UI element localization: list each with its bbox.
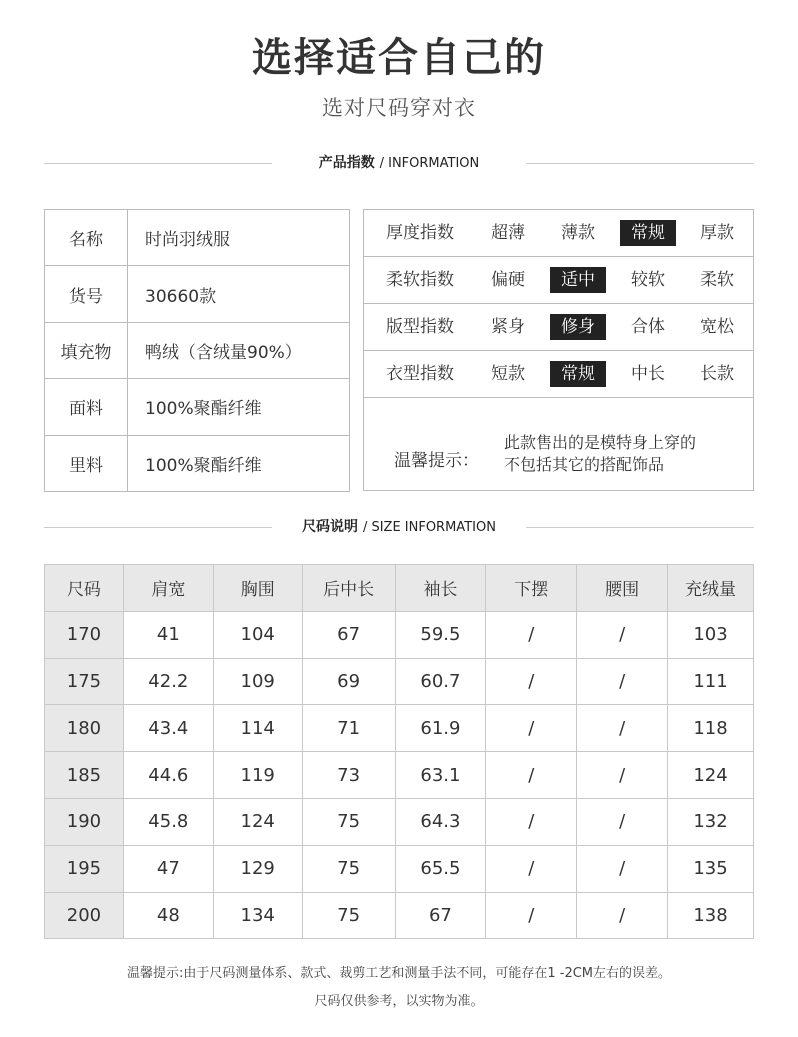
info-key: 名称 <box>45 210 128 266</box>
table-cell: 114 <box>213 705 302 752</box>
table-cell: 135 <box>668 845 754 892</box>
footer-note: 温馨提示:由于尺码测量体系、款式、裁剪工艺和测量手法不同，可能存在1 -2CM左右的误差。 <box>126 966 672 981</box>
column-header: 胸围 <box>213 565 302 612</box>
index-key: 版型指数 <box>386 317 454 337</box>
info-key: 面料 <box>45 379 128 435</box>
index-option-selected: 常规 <box>550 361 606 387</box>
table-cell: 75 <box>302 845 395 892</box>
page-title: 选择适合自己的 <box>252 35 546 81</box>
product-section-title: 产品指数 <box>318 155 375 171</box>
index-option: 超薄 <box>491 223 525 243</box>
table-cell: 111 <box>668 658 754 705</box>
index-key: 柔软指数 <box>386 270 454 290</box>
info-value: 时尚羽绒服 <box>128 210 350 266</box>
table-cell: 48 <box>123 892 213 939</box>
table-cell: 124 <box>213 798 302 845</box>
index-option: 偏硬 <box>491 270 525 290</box>
size-section-title-en: / SIZE INFORMATION <box>362 520 496 535</box>
table-cell: 63.1 <box>395 752 486 799</box>
index-option: 中长 <box>631 364 665 384</box>
product-info-table <box>44 209 350 492</box>
column-header: 袖长 <box>395 565 486 612</box>
table-cell: 118 <box>668 705 754 752</box>
index-option: 较软 <box>631 270 665 290</box>
size-cell: 185 <box>45 752 124 799</box>
tip-line: 此款售出的是模特身上穿的 <box>504 433 697 452</box>
info-row <box>45 379 350 435</box>
table-cell: 41 <box>123 611 213 658</box>
index-option: 薄款 <box>561 223 595 243</box>
size-cell: 190 <box>45 798 124 845</box>
index-row-fit <box>364 304 753 351</box>
table-cell: 67 <box>395 892 486 939</box>
info-key: 填充物 <box>45 322 128 378</box>
table-cell: 44.6 <box>123 752 213 799</box>
table-cell: 75 <box>302 798 395 845</box>
table-row <box>45 752 754 799</box>
size-cell: 170 <box>45 611 124 658</box>
table-cell: / <box>486 705 577 752</box>
table-cell: 64.3 <box>395 798 486 845</box>
table-cell: 47 <box>123 845 213 892</box>
table-cell: / <box>486 845 577 892</box>
info-key: 里料 <box>45 435 128 491</box>
table-cell: / <box>486 611 577 658</box>
table-cell: 45.8 <box>123 798 213 845</box>
table-row <box>45 611 754 658</box>
size-cell: 180 <box>45 705 124 752</box>
table-cell: 67 <box>302 611 395 658</box>
tip-label: 温馨提示： <box>394 451 479 471</box>
table-cell: / <box>486 892 577 939</box>
table-cell: 104 <box>213 611 302 658</box>
index-option-selected: 修身 <box>550 314 606 340</box>
index-key: 衣型指数 <box>386 364 454 384</box>
info-key: 货号 <box>45 266 128 322</box>
table-cell: 134 <box>213 892 302 939</box>
column-header: 尺码 <box>45 565 124 612</box>
table-row <box>45 705 754 752</box>
info-value: 鸭绒（含绒量90%） <box>128 322 350 378</box>
size-table <box>44 564 754 939</box>
table-cell: / <box>577 798 668 845</box>
table-cell: 61.9 <box>395 705 486 752</box>
column-header: 腰围 <box>577 565 668 612</box>
size-cell: 200 <box>45 892 124 939</box>
index-option: 厚款 <box>700 223 734 243</box>
table-cell: 69 <box>302 658 395 705</box>
page-subtitle: 选对尺码穿对衣 <box>322 96 476 120</box>
product-section-header <box>44 151 754 175</box>
table-cell: / <box>486 658 577 705</box>
table-cell: / <box>577 845 668 892</box>
table-cell: / <box>486 752 577 799</box>
table-cell: 132 <box>668 798 754 845</box>
table-cell: 119 <box>213 752 302 799</box>
info-value: 100%聚酯纤维 <box>128 379 350 435</box>
info-value: 30660款 <box>128 266 350 322</box>
table-row <box>45 845 754 892</box>
table-row <box>45 798 754 845</box>
table-cell: 103 <box>668 611 754 658</box>
tip-text <box>504 432 744 476</box>
info-row <box>45 322 350 378</box>
table-cell: 42.2 <box>123 658 213 705</box>
index-option: 柔软 <box>700 270 734 290</box>
table-cell: 71 <box>302 705 395 752</box>
size-cell: 195 <box>45 845 124 892</box>
index-row-thickness <box>364 210 753 257</box>
size-table-header <box>45 565 754 612</box>
index-option: 紧身 <box>491 317 525 337</box>
table-cell: / <box>486 798 577 845</box>
index-option: 长款 <box>700 364 734 384</box>
info-row <box>45 210 350 266</box>
table-cell: 43.4 <box>123 705 213 752</box>
index-option: 宽松 <box>700 317 734 337</box>
size-section-title: 尺码说明 <box>302 519 359 535</box>
index-panel <box>363 209 754 491</box>
column-header: 下摆 <box>486 565 577 612</box>
column-header: 后中长 <box>302 565 395 612</box>
table-cell: 138 <box>668 892 754 939</box>
info-row <box>45 266 350 322</box>
table-row <box>45 892 754 939</box>
index-option-selected: 适中 <box>550 267 606 293</box>
table-cell: 109 <box>213 658 302 705</box>
table-cell: / <box>577 892 668 939</box>
size-section-header <box>44 515 754 539</box>
table-cell: 60.7 <box>395 658 486 705</box>
index-option: 短款 <box>491 364 525 384</box>
index-option: 合体 <box>631 317 665 337</box>
table-cell: 59.5 <box>395 611 486 658</box>
info-row <box>45 435 350 491</box>
table-cell: / <box>577 658 668 705</box>
index-row-length <box>364 351 753 398</box>
index-key: 厚度指数 <box>386 223 454 243</box>
index-option-selected: 常规 <box>620 220 676 246</box>
table-cell: 73 <box>302 752 395 799</box>
table-row <box>45 658 754 705</box>
size-cell: 175 <box>45 658 124 705</box>
table-cell: 129 <box>213 845 302 892</box>
tip-line: 不包括其它的搭配饰品 <box>504 455 665 474</box>
table-cell: 65.5 <box>395 845 486 892</box>
table-cell: / <box>577 752 668 799</box>
table-cell: 75 <box>302 892 395 939</box>
table-cell: 124 <box>668 752 754 799</box>
info-value: 100%聚酯纤维 <box>128 435 350 491</box>
table-cell: / <box>577 611 668 658</box>
column-header: 肩宽 <box>123 565 213 612</box>
table-cell: / <box>577 705 668 752</box>
footer-note-2: 尺码仅供参考，以实物为准。 <box>314 994 484 1009</box>
column-header: 充绒量 <box>668 565 754 612</box>
product-section-title-en: / INFORMATION <box>379 156 480 171</box>
index-row-softness <box>364 257 753 304</box>
